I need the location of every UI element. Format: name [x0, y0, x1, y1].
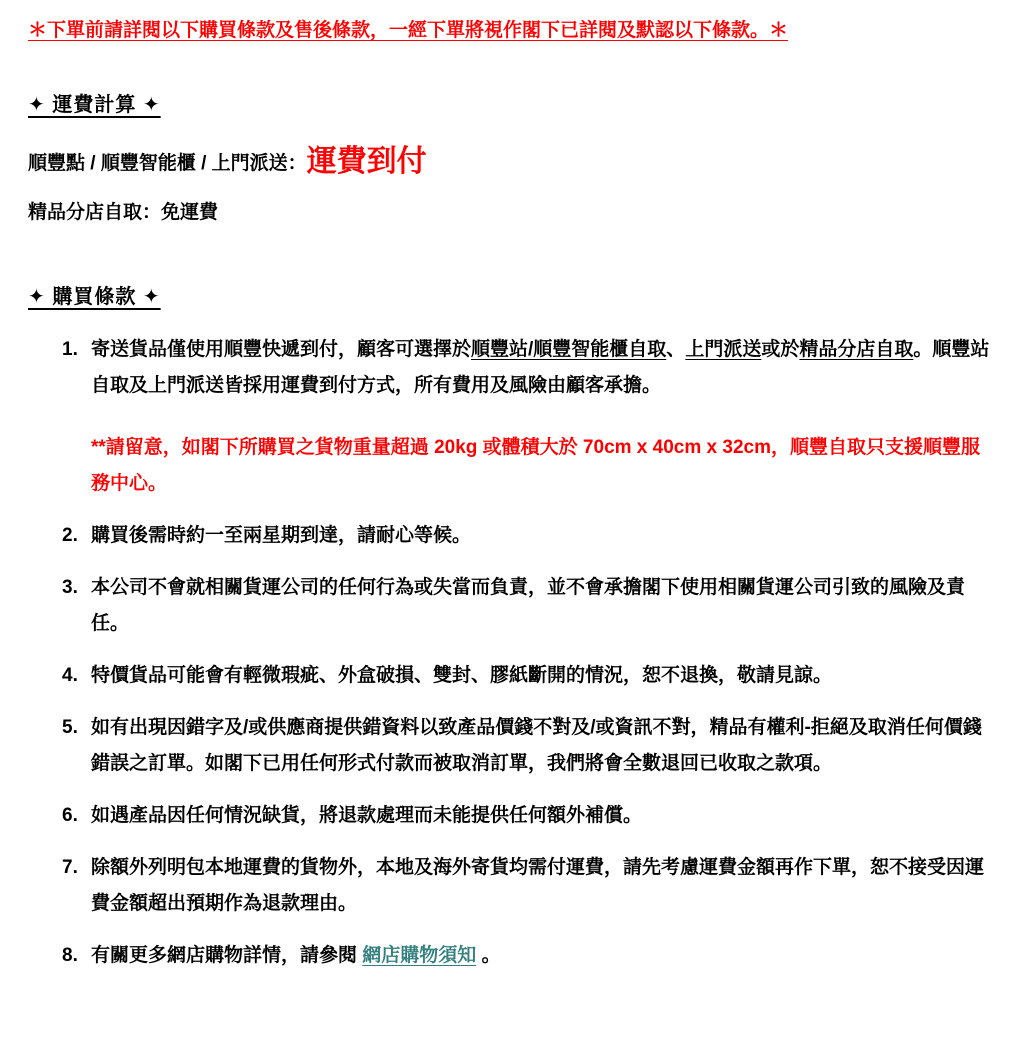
term-item-7 [62, 850, 996, 922]
shipping-methods-line [28, 142, 996, 184]
term-7-number: 7. [62, 857, 78, 878]
term-4-body [91, 658, 996, 694]
term-2-text: 購買後需時約一至兩星期到達，請耐心等候。 [91, 525, 472, 546]
term-6-number: 6. [62, 805, 78, 826]
term-1-number: 1. [62, 339, 78, 360]
term-text-segment: 或於 [761, 339, 800, 360]
store-pickup-line: 精品分店自取：免運費 [28, 202, 219, 223]
term-8-number: 8. [62, 945, 78, 966]
term-5-body [91, 710, 996, 782]
term-3-body [91, 570, 996, 642]
term-6-body [91, 798, 996, 834]
term-text-segment: 、 [666, 339, 686, 360]
term-text-segment: 寄送貨品僅使用順豐快遞到付，顧客可選擇於 [91, 339, 472, 360]
terms-list [28, 332, 996, 974]
term-8-text [91, 938, 996, 974]
term-3-number: 3. [62, 577, 78, 598]
term-8-body [91, 938, 996, 974]
term-1-text [91, 332, 996, 404]
term-item-1 [62, 332, 996, 502]
shop-guide-link[interactable]: 網店購物須知 [362, 945, 477, 966]
term-1-weight-warning: **請留意，如閣下所購買之貨物重量超過 20kg 或體積大於 70cm x 40cm x 32cm，順豐自取只支援順豐服務中心。 [91, 437, 980, 494]
term-4-text: 特價貨品可能會有輕微瑕疵、外盒破損、雙封、膠紙斷開的情況，恕不退換，敬請見諒。 [91, 665, 833, 686]
term-3-text: 本公司不會就相關貨運公司的任何行為或失當而負責，並不會承擔閣下使用相關貨運公司引致的風險及責任。 [91, 577, 966, 634]
term-1-underline-store-pickup: 精品分店自取 [799, 339, 914, 360]
term-item-8 [62, 938, 996, 974]
term-1-underline-home-delivery: 上門派送 [685, 339, 762, 360]
term-item-5 [62, 710, 996, 782]
term-item-4 [62, 658, 996, 694]
term-text-segment: 。 [476, 945, 501, 966]
term-text-segment: 有關更多網店購物詳情，請參閱 [91, 945, 363, 966]
term-item-2 [62, 518, 996, 554]
term-5-text: 如有出現因錯字及/或供應商提供錯資料以致產品價錢不對及/或資訊不對，精品有權利-拒絕及取消任何價錢錯誤之訂單。如閣下已用任何形式付款而被取消訂單，我們將會全數退回已收取之款項。 [91, 717, 982, 774]
term-1-body [91, 332, 996, 502]
term-5-number: 5. [62, 717, 78, 738]
term-text-segment: 。順豐站自取及上門派送皆採用運費到付方式，所有費用及風險由顧客承擔。 [91, 339, 990, 396]
term-7-body [91, 850, 996, 922]
term-item-3 [62, 570, 996, 642]
shipping-calc-heading: ✦ 運費計算 ✦ [28, 94, 161, 116]
term-1-underline-sf-pickup: 順豐站/順豐智能櫃自取 [471, 339, 667, 360]
term-6-text: 如遇產品因任何情況缺貨，將退款處理而未能提供任何額外補償。 [91, 805, 643, 826]
term-7-text: 除額外列明包本地運費的貨物外，本地及海外寄貨均需付運費，請先考慮運費金額再作下單，恕不接受因運費金額超出預期作為退款理由。 [91, 857, 985, 914]
freight-collect-highlight: 運費到付 [306, 145, 427, 178]
term-4-number: 4. [62, 665, 78, 686]
term-item-6 [62, 798, 996, 834]
shipping-methods-text: 順豐點 / 順豐智能櫃 / 上門派送： [28, 153, 307, 174]
term-2-number: 2. [62, 525, 78, 546]
term-2-body [91, 518, 996, 554]
top-notice: ＊下單前請詳閱以下購買條款及售後條款，一經下單將視作閣下已詳閱及默認以下條款。＊ [28, 20, 789, 41]
purchase-terms-heading: ✦ 購買條款 ✦ [28, 286, 161, 308]
